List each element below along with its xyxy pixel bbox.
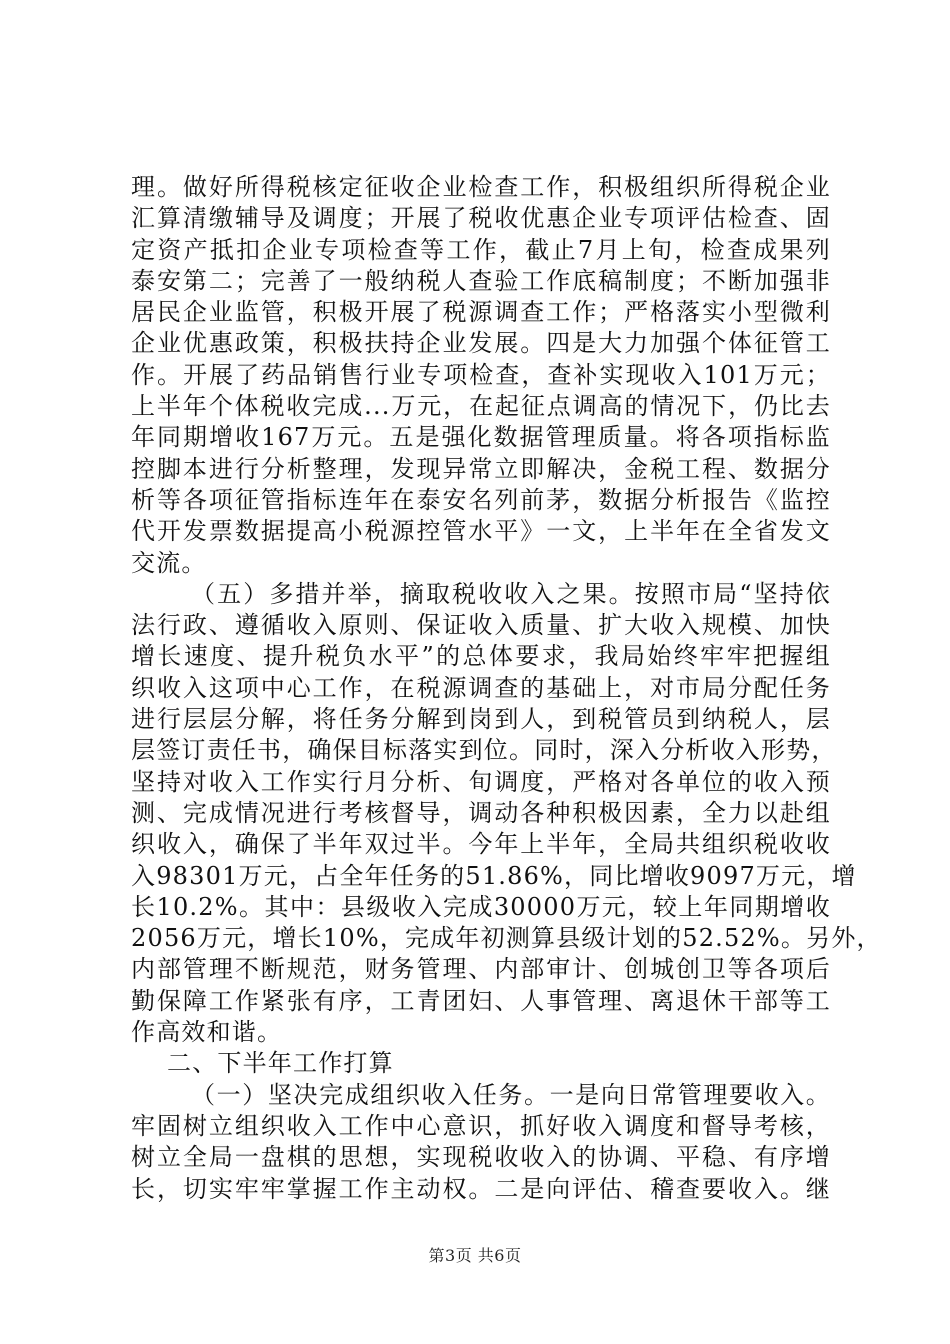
text-line: 坚持对收入工作实行月分析、旬调度，严格对各单位的收入预 — [131, 767, 831, 796]
text-line: 树立全局一盘棋的思想，实现税收收入的协调、平稳、有序增 — [131, 1143, 831, 1172]
text-line: 测、完成情况进行考核督导，调动各种积极因素，全力以赴组 — [131, 798, 831, 827]
text-line: 泰安第二；完善了一般纳税人查验工作底稿制度；不断加强非 — [131, 266, 831, 295]
text-line: 控脚本进行分析整理，发现异常立即解决，金税工程、数据分 — [131, 454, 831, 483]
body-text — [131, 172, 882, 1205]
text-line: 勤保障工作紧张有序，工青团妇、人事管理、离退休干部等工 — [131, 986, 831, 1015]
text-line: 层签订责任书，确保目标落实到位。同时，深入分析收入形势， — [131, 736, 837, 765]
text-line: 企业优惠政策，积极扶持企业发展。四是大力加强个体征管工 — [131, 329, 831, 358]
text-line: 作。开展了药品销售行业专项检查，查补实现收入101万元； — [131, 360, 831, 389]
text-line: 年同期增收167万元。五是强化数据管理质量。将各项指标监 — [131, 423, 831, 452]
text-line: 织收入这项中心工作，在税源调查的基础上，对市局分配任务 — [131, 673, 831, 702]
text-line: 2056万元，增长10%，完成年初测算县级计划的52.52%。另外， — [131, 924, 882, 953]
text-line: 汇算清缴辅导及调度；开展了税收优惠企业专项评估检查、固 — [131, 204, 831, 233]
paragraph-start-line: （一）坚决完成组织收入任务。一是向日常管理要收入。 — [191, 1080, 831, 1109]
text-line: 上半年个体税收完成...万元，在起征点调高的情况下，仍比去 — [131, 392, 831, 421]
text-line: 入98301万元，占全年任务的51.86%，同比增收9097万元，增 — [131, 861, 857, 890]
section-heading: 二、下半年工作打算 — [167, 1049, 394, 1078]
text-line: 进行层层分解，将任务分解到岗到人，到税管员到纳税人，层 — [131, 705, 831, 734]
text-line: 代开发票数据提高小税源控管水平》一文，上半年在全省发文 — [131, 517, 831, 546]
text-line: 作高效和谐。 — [131, 1018, 283, 1047]
text-line: 织收入，确保了半年双过半。今年上半年，全局共组织税收收 — [131, 830, 831, 859]
page-number-footer: 第3页 共6页 — [428, 1246, 522, 1265]
text-line: 定资产抵扣企业专项检查等工作，截止7月上旬，检查成果列 — [131, 235, 831, 264]
paragraph-start-line: （五）多措并举，摘取税收收入之果。按照市局“坚持依 — [191, 579, 831, 608]
text-line: 长，切实牢牢掌握工作主动权。二是向评估、稽查要收入。继 — [131, 1174, 831, 1203]
text-line: 析等各项征管指标连年在泰安名列前茅，数据分析报告《监控 — [131, 485, 831, 514]
text-line: 交流。 — [131, 548, 207, 577]
text-line: 牢固树立组织收入工作中心意识，抓好收入调度和督导考核， — [131, 1111, 831, 1140]
text-line: 法行政、遵循收入原则、保证收入质量、扩大收入规模、加快 — [131, 611, 831, 640]
text-line: 居民企业监管，积极开展了税源调查工作；严格落实小型微利 — [131, 298, 831, 327]
text-line: 长10.2%。其中：县级收入完成30000万元，较上年同期增收 — [131, 892, 831, 921]
text-line: 理。做好所得税核定征收企业检查工作，积极组织所得税企业 — [131, 173, 831, 201]
text-line: 内部管理不断规范，财务管理、内部审计、创城创卫等各项后 — [131, 955, 831, 984]
text-line: 增长速度、提升税负水平”的总体要求，我局始终牢牢把握组 — [131, 642, 831, 671]
